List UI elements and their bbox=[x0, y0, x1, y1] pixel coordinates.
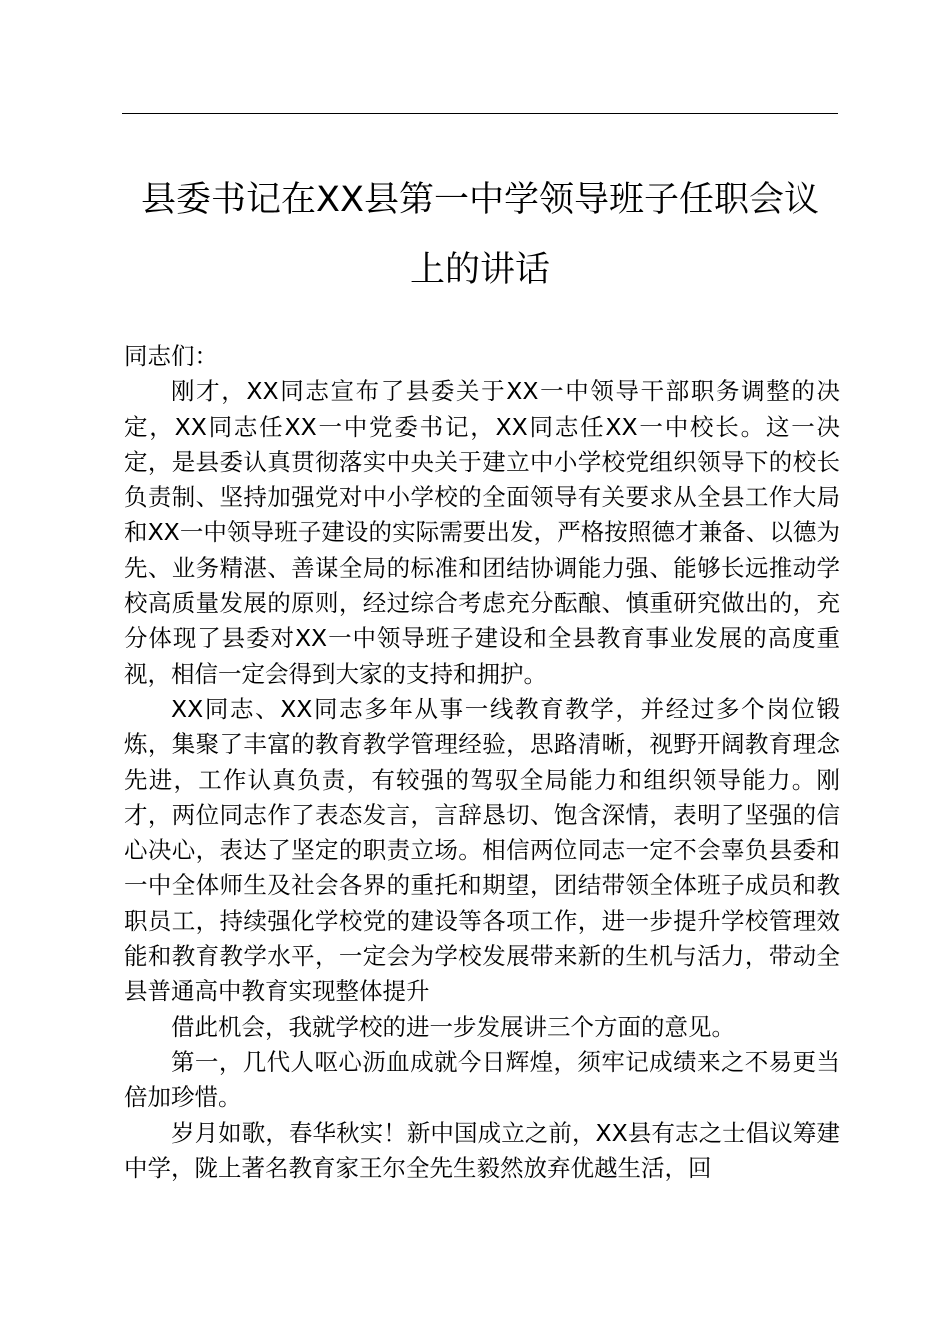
paragraph: XX同志、XX同志多年从事一线教育教学，并经过多个岗位锻炼，集聚了丰富的教育教学管理经验，思路清晰，视野开阔教育理念先进，工作认真负责，有较强的驾驭全局能力和组织领导能力。刚才，两位同志作了表态发言，言辞恳切、饱含深情，表明了坚强的信心决心，表达了坚定的职责立场。相信两位同志一定不会辜负县委和一中全体师生及社会各界的重托和期望，团结带领全体班子成员和教职员工，持续强化学校党的建设等各项工作，进一步提升学校管理效能和教育教学水平，一定会为学校发展带来新的生机与活力，带动全县普通高中教育实现整体提升 bbox=[124, 694, 840, 1006]
speech-body bbox=[124, 339, 840, 1186]
paragraph: 第一，几代人呕心沥血成就今日辉煌，须牢记成绩来之不易更当倍加珍惜。 bbox=[124, 1047, 840, 1112]
paragraph: 刚才，XX同志宣布了县委关于XX一中领导干部职务调整的决定，XX同志任XX一中党委书记，XX同志任XX一中校长。这一决定，是县委认真贯彻落实中央关于建立中小学校党组织领导下的校长负责制、坚持加强党对中小学校的全面领导有关要求从全县工作大局和XX一中领导班子建设的实际需要出发，严格按照德才兼备、以德为先、业务精湛、善谋全局的标准和团结协调能力强、能够长远推动学校高质量发展的原则，经过综合考虑充分酝酿、慎重研究做出的，充分体现了县委对XX一中领导班子建设和全县教育事业发展的高度重视，相信一定会得到大家的支持和拥护。 bbox=[124, 377, 840, 688]
paragraph: 借此机会，我就学校的进一步发展讲三个方面的意见。 bbox=[171, 1012, 735, 1041]
header-rule bbox=[122, 113, 838, 114]
title-line-1: 县委书记在XX县第一中学领导班子任职会议 bbox=[141, 180, 819, 220]
title-line-2: 上的讲话 bbox=[409, 250, 550, 290]
salutation: 同志们： bbox=[124, 342, 218, 370]
paragraph: 岁月如歌，春华秋实！新中国成立之前，XX县有志之士倡议筹建中学，陇上著名教育家王尔全先生毅然放弃优越生活，回 bbox=[124, 1118, 840, 1182]
